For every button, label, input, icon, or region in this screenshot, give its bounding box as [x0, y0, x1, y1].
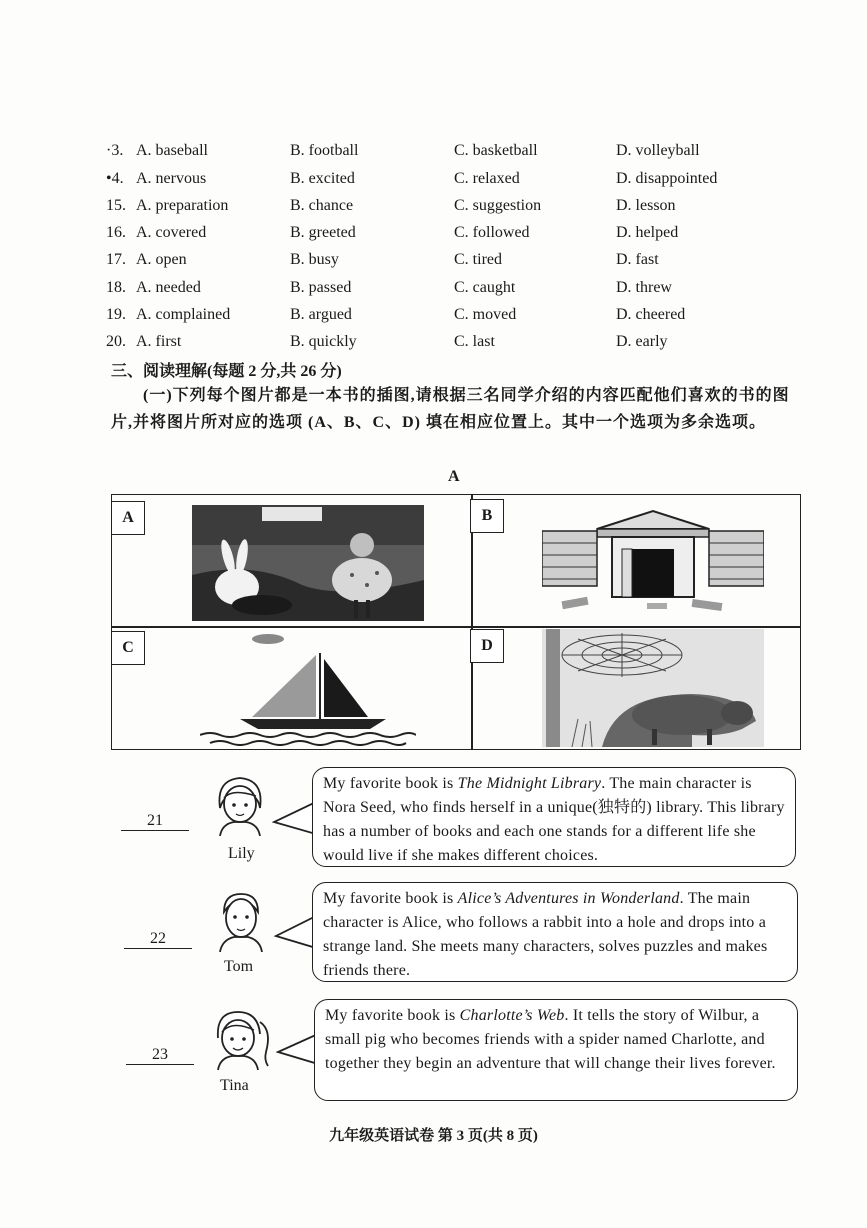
option-d: D. threw — [616, 279, 672, 296]
option-label-a: A — [111, 501, 145, 535]
bubble-intro: My favorite book is — [323, 775, 458, 792]
question-number: 15. — [106, 197, 126, 214]
question-number: •4. — [106, 170, 124, 187]
speech-tail — [274, 912, 316, 952]
option-c: C. basketball — [454, 142, 538, 159]
option-c: C. moved — [454, 306, 517, 323]
question-number: 19. — [106, 306, 126, 323]
option-c: C. last — [454, 333, 495, 350]
student-name-lily: Lily — [228, 845, 255, 862]
option-a: A. preparation — [136, 197, 229, 214]
tom-avatar-icon — [214, 890, 268, 952]
speech-bubble-tina — [314, 999, 798, 1101]
option-c: C. tired — [454, 251, 502, 268]
pig-web-illustration — [542, 629, 764, 747]
speech-bubble-tom — [312, 882, 798, 982]
bubble-description: . The main character is Alice, who follows a rabbit into a hole and drops into a strange land. She meets many characters, solves puzzles and makes friends there. — [323, 890, 768, 979]
option-b: B. greeted — [290, 224, 356, 241]
lily-avatar-icon — [212, 774, 268, 836]
tina-avatar-icon — [208, 1008, 274, 1070]
option-d: D. early — [616, 333, 668, 350]
student-name-tom: Tom — [224, 958, 254, 975]
option-b: B. excited — [290, 170, 355, 187]
option-c: C. suggestion — [454, 197, 542, 214]
option-a: A. first — [136, 333, 182, 350]
option-c: C. caught — [454, 279, 516, 296]
option-b: B. chance — [290, 197, 354, 214]
option-b: B. football — [290, 142, 359, 159]
option-d: D. fast — [616, 251, 659, 268]
section-heading: 三、阅读理解(每题 2 分,共 26 分) — [111, 363, 342, 380]
option-a: A. needed — [136, 279, 201, 296]
answer-blank-23[interactable]: 23 — [126, 1046, 194, 1065]
speech-bubble-lily — [312, 767, 796, 867]
option-d: D. helped — [616, 224, 679, 241]
question-number: 17. — [106, 251, 126, 268]
book-title: Alice’s Adventures in Wonderland — [457, 890, 680, 907]
option-label-d: D — [470, 629, 504, 663]
option-b: B. busy — [290, 251, 339, 268]
question-number: 16. — [106, 224, 126, 241]
option-a: A. complained — [136, 306, 231, 323]
question-number: 20. — [106, 333, 126, 350]
option-c: C. relaxed — [454, 170, 520, 187]
sailboat-illustration — [200, 631, 416, 749]
option-a: A. baseball — [136, 142, 208, 159]
bubble-description: . The main character is Nora Seed, who finds herself in a unique(独特的) library. This library has a number of books and each one stands for a different life she would live if she makes different choices. — [323, 775, 785, 864]
part-label: A — [448, 468, 460, 485]
question-number: 18. — [106, 279, 126, 296]
alice-rabbit-illustration — [192, 505, 424, 621]
bubble-intro: My favorite book is — [325, 1007, 460, 1024]
option-d: D. volleyball — [616, 142, 700, 159]
book-title: Charlotte’s Web — [459, 1007, 565, 1024]
answer-blank-21[interactable]: 21 — [121, 812, 189, 831]
book-title: The Midnight Library — [457, 775, 602, 792]
option-b: B. passed — [290, 279, 352, 296]
option-d: D. disappointed — [616, 170, 718, 187]
option-b: B. argued — [290, 306, 352, 323]
bubble-description: . It tells the story of Wilbur, a small pig who becomes friends with a spider named Charlotte, and together they begin an adventure that will change their lives forever. — [325, 1007, 776, 1072]
option-a: A. covered — [136, 224, 207, 241]
option-d: D. lesson — [616, 197, 676, 214]
speech-tail — [272, 798, 316, 838]
answer-blank-22[interactable]: 22 — [124, 930, 192, 949]
option-c: C. followed — [454, 224, 530, 241]
speech-tail — [276, 1030, 318, 1070]
bubble-intro: My favorite book is — [323, 890, 458, 907]
question-number: ·3. — [106, 142, 124, 159]
option-a: A. nervous — [136, 170, 207, 187]
option-b: B. quickly — [290, 333, 357, 350]
option-label-c: C — [111, 631, 145, 665]
instruction-paragraph: (一)下列每个图片都是一本书的插图,请根据三名同学介绍的内容匹配他们喜欢的书的图片,并将图片所对应的选项 (A、B、C、D) 填在相应位置上。其中一个选项为多余选项。 — [111, 387, 790, 431]
option-label-b: B — [470, 499, 504, 533]
library-illustration — [542, 507, 764, 615]
option-a: A. open — [136, 251, 187, 268]
student-name-tina: Tina — [220, 1077, 249, 1094]
picture-grid — [111, 494, 801, 750]
option-d: D. cheered — [616, 306, 686, 323]
page-footer: 九年级英语试卷 第 3 页(共 8 页) — [329, 1128, 538, 1144]
